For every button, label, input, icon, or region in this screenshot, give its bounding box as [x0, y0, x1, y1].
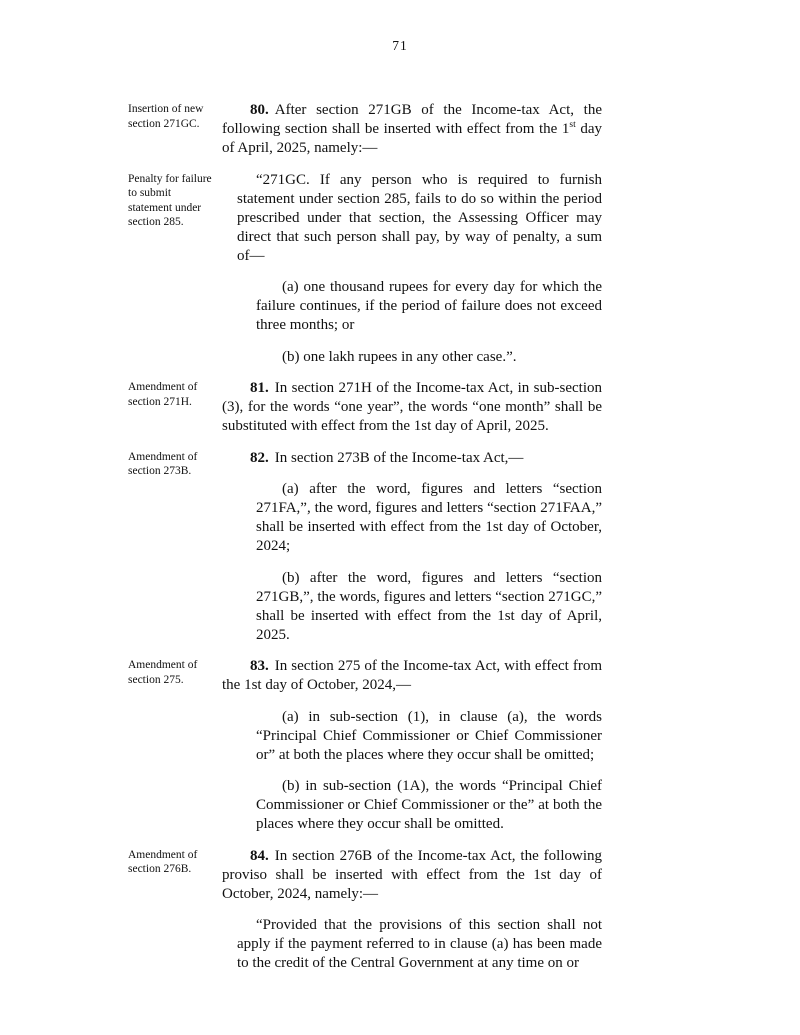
clause-271gc-a-text: (a) one thousand rupees for every day for which the failure continues, if the period of failure does not exceed three months; or — [256, 279, 602, 333]
clause-82-a-text: (a) after the word, figures and letters “section 271FA,”, the word, figures and letters “section 271FAA,” shall be inserted with effect from the 1st day of October, 2024; — [256, 481, 602, 554]
margin-note-81: Amendment of section 271H. — [128, 381, 198, 408]
section-number-81: 81. — [250, 380, 269, 396]
clause-82-a — [256, 480, 602, 556]
section-number-82: 82. — [250, 449, 269, 466]
clause-271gc-a — [256, 278, 602, 335]
page-content — [128, 101, 602, 986]
clause-271gc-b-text: (b) one lakh rupees in any other case.”. — [282, 348, 517, 365]
clause-82-b-text: (b) after the word, figures and letters “section 271GB,”, the words, figures and letters “section 271GC,” shall be inserted with effect from the 1st day of April, 2025. — [256, 569, 602, 643]
proviso-276b — [237, 916, 602, 973]
paragraph-81-text: In section 271H of the Income-tax Act, in sub-section (3), for the words “one year”, the words “one month” shall be substituted with effect from the 1st day of April, 2025. — [222, 380, 602, 434]
quote-271gc — [128, 171, 602, 266]
section-number-80: 80. — [250, 102, 269, 118]
proviso-276b-text: “Provided that the provisions of this section shall not apply if the payment referred to in clause (a) has been made to the credit of the Central Government at any time on or — [237, 917, 602, 971]
paragraph-80-text-cont: day of April, 2025, namely:— — [222, 121, 602, 156]
clause-83-a — [256, 708, 602, 765]
paragraph-80 — [128, 101, 602, 158]
paragraph-83-text: In section 275 of the Income-tax Act, with effect from the 1st day of October, 2024,— — [222, 658, 602, 693]
paragraph-81 — [128, 379, 602, 436]
margin-note-80: Insertion of new section 271GC. — [128, 103, 204, 130]
clause-271gc-b — [256, 348, 602, 367]
clause-83-b-text: (b) in sub-section (1A), the words “Principal Chief Commissioner or Chief Commissioner or the” at both the places where they occur shall be omitted. — [256, 778, 602, 832]
section-number-84: 84. — [250, 847, 269, 864]
section-number-83: 83. — [250, 658, 269, 674]
paragraph-82 — [128, 449, 602, 477]
paragraph-84 — [128, 847, 602, 904]
clause-83-b — [256, 777, 602, 834]
page-number: 71 — [392, 38, 408, 53]
superscript-st: st — [569, 120, 576, 130]
margin-note-83: Amendment of section 275. — [128, 659, 198, 686]
quote-271gc-text: “271GC. If any person who is required to furnish statement under section 285, fails to do so within the period prescribed under that section, the Assessing Officer may direct that such person shall pay, by way of penalty, a sum of— — [237, 171, 602, 264]
paragraph-83 — [128, 657, 602, 695]
margin-note-271gc: Penalty for failure to submit statement under section 285. — [128, 172, 212, 228]
margin-note-82: Amendment of section 273B. — [128, 450, 198, 477]
margin-note-84: Amendment of section 276B. — [128, 848, 198, 875]
paragraph-84-text: In section 276B of the Income-tax Act, the following proviso shall be inserted with effect from the 1st day of October, 2024, namely:— — [222, 847, 602, 902]
clause-82-b — [256, 569, 602, 645]
clause-83-a-text: (a) in sub-section (1), in clause (a), the words “Principal Chief Commissioner or Chief Commissioner or” at both the places where they occur shall be omitted; — [256, 708, 602, 763]
paragraph-82-text: In section 273B of the Income-tax Act,— — [274, 449, 524, 466]
paragraph-80-text: After section 271GB of the Income-tax Act, the following section shall be inserted with effect from the 1 — [222, 102, 602, 137]
